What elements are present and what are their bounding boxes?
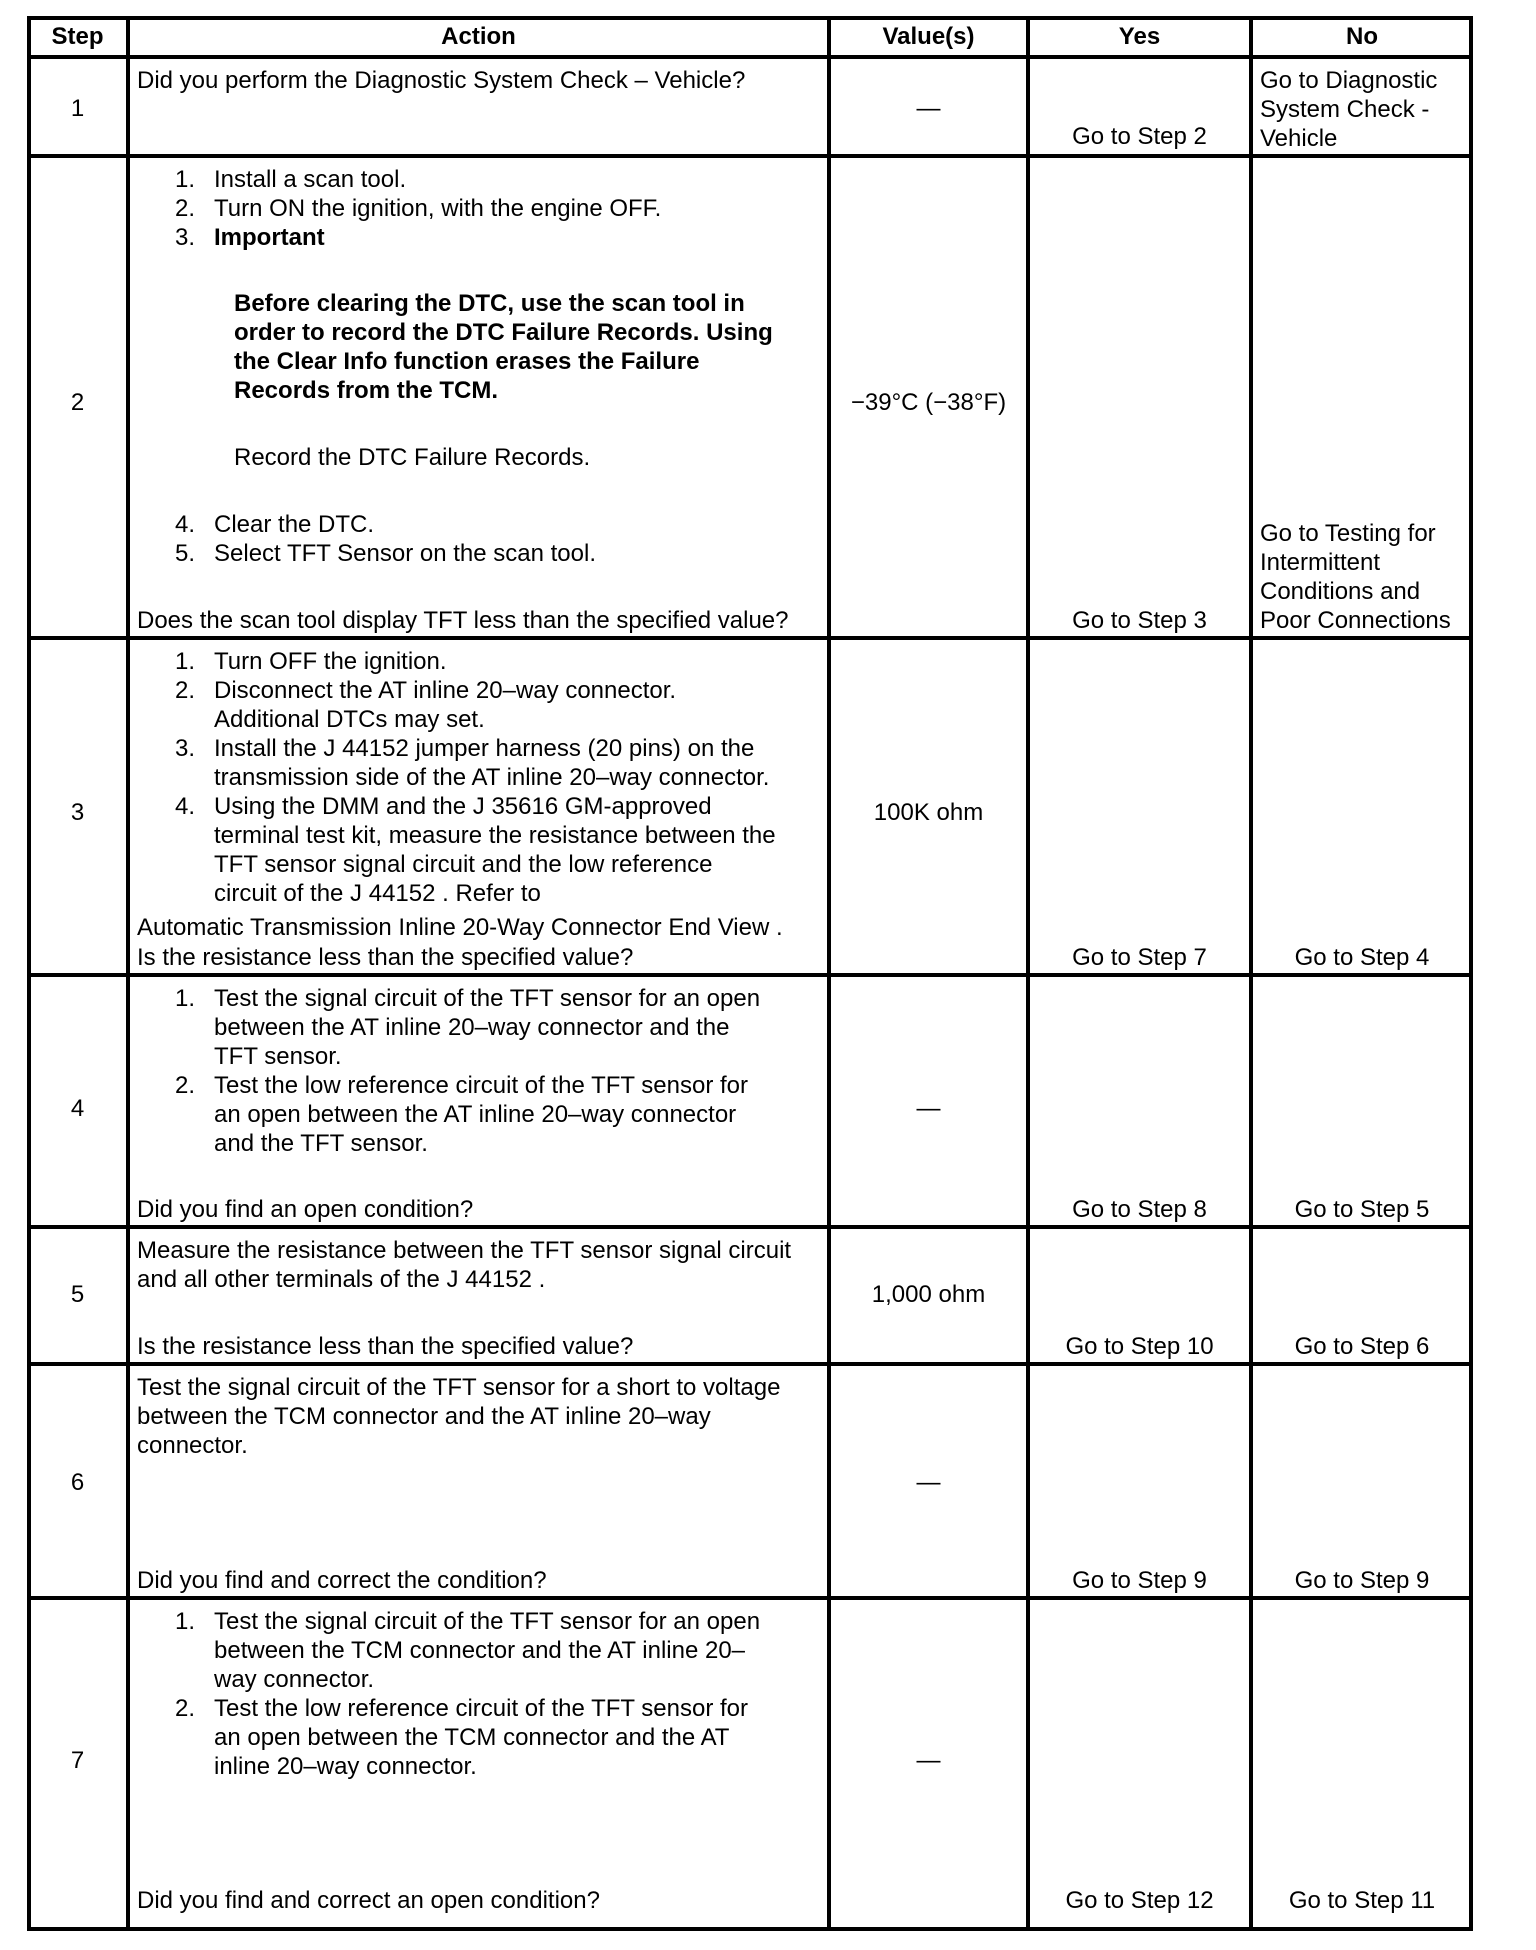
list-line: TFT sensor.	[214, 1043, 342, 1070]
step-number-4: 4	[70, 1095, 85, 1122]
action-text-4	[137, 984, 827, 1158]
list-item	[137, 223, 827, 252]
list-text	[214, 792, 804, 908]
action-line: between the TCM connector and the AT inline 20–way	[137, 1403, 711, 1430]
no-link-2-line: Go to Testing for	[1260, 520, 1436, 547]
list-line: terminal test kit, measure the resistance between the	[214, 822, 776, 849]
list-line: Turn OFF the ignition.	[214, 648, 447, 675]
list-line: Install the J 44152 jumper harness (20 pins) on the	[214, 735, 755, 762]
question-7: Did you find and correct an open condition?	[137, 1887, 600, 1914]
list-item	[137, 1694, 827, 1781]
list-text	[214, 676, 804, 734]
header-yes: Yes	[1118, 23, 1161, 50]
note-line: order to record the DTC Failure Records. Using	[234, 319, 773, 346]
action-text-7	[137, 1607, 827, 1781]
list-text	[214, 647, 804, 676]
no-link-2-line: Intermittent	[1260, 549, 1381, 576]
list-number: 3.	[174, 735, 195, 762]
list-line: way connector.	[214, 1666, 375, 1693]
header-no: No	[1346, 23, 1378, 50]
yes-link-1[interactable]: Go to Step 2	[1072, 123, 1207, 150]
list-text	[214, 1071, 804, 1158]
list-line: Test the signal circuit of the TFT sensor for an open	[214, 985, 761, 1012]
step-number-2: 2	[70, 389, 85, 416]
list-number: 4.	[174, 793, 195, 820]
list-item	[137, 1071, 827, 1158]
list-text	[214, 1694, 804, 1781]
list-line: and the TFT sensor.	[214, 1130, 428, 1157]
list-line: transmission side of the AT inline 20–way connector.	[214, 764, 770, 791]
list-item	[137, 647, 827, 676]
note-line: Records from the TCM.	[234, 377, 499, 404]
list-line: between the TCM connector and the AT inline 20–	[214, 1637, 746, 1664]
list-item	[137, 1607, 827, 1694]
no-link-1-line: Go to Diagnostic	[1260, 67, 1438, 94]
list-item	[137, 676, 827, 734]
list-number: 2.	[174, 1072, 195, 1099]
value-1: —	[916, 95, 941, 122]
step-number-5: 5	[70, 1281, 85, 1308]
note-line: the Clear Info function erases the Failure	[234, 348, 700, 375]
list-text	[214, 984, 804, 1071]
list-text: Clear the DTC.	[214, 511, 375, 538]
list-item	[137, 792, 827, 908]
yes-link-2[interactable]: Go to Step 3	[1072, 607, 1207, 634]
question-5: Is the resistance less than the specified value?	[137, 1333, 634, 1360]
list-line: Test the signal circuit of the TFT sensor for an open	[214, 1608, 761, 1635]
action-text-5	[137, 1236, 827, 1294]
yes-link-5[interactable]: Go to Step 10	[1065, 1333, 1214, 1360]
list-number: 1.	[174, 648, 195, 675]
step-number-6: 6	[70, 1469, 85, 1496]
header-action: Action	[441, 23, 516, 50]
list-text	[214, 734, 804, 792]
note-line: Before clearing the DTC, use the scan tool in	[234, 290, 745, 317]
list-item	[137, 539, 827, 568]
no-link-2-line: Poor Connections	[1260, 607, 1451, 634]
question-2: Does the scan tool display TFT less than the specified value?	[137, 607, 789, 634]
no-link-1-line: Vehicle	[1260, 125, 1338, 152]
list-number: 2.	[174, 1695, 195, 1722]
yes-link-7[interactable]: Go to Step 12	[1065, 1887, 1214, 1914]
action-line: Measure the resistance between the TFT sensor signal circuit	[137, 1237, 792, 1264]
value-5: 1,000 ohm	[871, 1281, 986, 1308]
reference-link[interactable]: Automatic Transmission Inline 20-Way Connector End View .	[137, 914, 783, 941]
list-line: Additional DTCs may set.	[214, 706, 485, 733]
list-line: inline 20–way connector.	[214, 1753, 477, 1780]
action-line: connector.	[137, 1432, 248, 1459]
list-line: Disconnect the AT inline 20–way connector.	[214, 677, 677, 704]
no-link-2[interactable]	[1260, 519, 1470, 635]
list-line: an open between the TCM connector and the AT	[214, 1724, 730, 1751]
important-label: Important	[214, 224, 325, 251]
list-item	[137, 165, 827, 194]
list-line: Test the low reference circuit of the TFT sensor for	[214, 1695, 748, 1722]
step-number-1: 1	[70, 95, 85, 122]
important-note	[234, 289, 827, 405]
action-text-3	[137, 647, 827, 942]
value-6: —	[916, 1469, 941, 1496]
action-text-2	[137, 165, 827, 568]
list-item	[137, 194, 827, 223]
list-item	[137, 510, 827, 539]
list-number: 1.	[174, 166, 195, 193]
no-link-3[interactable]: Go to Step 4	[1294, 944, 1430, 971]
value-4: —	[916, 1095, 941, 1122]
question-4: Did you find an open condition?	[137, 1196, 474, 1223]
no-link-1[interactable]	[1260, 66, 1470, 153]
no-link-1-line: System Check -	[1260, 96, 1430, 123]
action-text-1: Did you perform the Diagnostic System Check – Vehicle?	[137, 67, 746, 94]
diagnostic-table	[27, 16, 1473, 1931]
no-link-7[interactable]: Go to Step 11	[1288, 1887, 1436, 1914]
value-7: —	[916, 1747, 941, 1774]
header-step: Step	[51, 23, 104, 50]
no-link-5[interactable]: Go to Step 6	[1294, 1333, 1430, 1360]
value-2: −39°C (−38°F)	[850, 389, 1007, 416]
list-line: circuit of the J 44152 . Refer to	[214, 880, 541, 907]
list-item	[137, 984, 827, 1071]
action-text-6	[137, 1373, 827, 1460]
list-text: Select TFT Sensor on the scan tool.	[214, 540, 596, 567]
list-line: an open between the AT inline 20–way connector	[214, 1101, 737, 1128]
question-3: Is the resistance less than the specified value?	[137, 944, 634, 971]
no-link-6[interactable]: Go to Step 9	[1294, 1567, 1430, 1594]
list-number: 1.	[174, 985, 195, 1012]
list-line: Using the DMM and the J 35616 GM-approved	[214, 793, 712, 820]
list-text: Install a scan tool.	[214, 166, 407, 193]
step-number-3: 3	[70, 799, 85, 826]
list-number: 3.	[174, 224, 195, 251]
value-3: 100K ohm	[873, 799, 984, 826]
question-6: Did you find and correct the condition?	[137, 1567, 547, 1594]
list-line: between the AT inline 20–way connector and the	[214, 1014, 730, 1041]
yes-link-6[interactable]: Go to Step 9	[1072, 1567, 1207, 1594]
list-text	[214, 1607, 804, 1694]
record-text: Record the DTC Failure Records.	[234, 444, 591, 471]
action-line: and all other terminals of the J 44152 .	[137, 1266, 546, 1293]
list-text: Turn ON the ignition, with the engine OFF.	[214, 195, 662, 222]
step-number-7: 7	[70, 1747, 85, 1774]
list-line: TFT sensor signal circuit and the low reference	[214, 851, 713, 878]
list-number: 2.	[174, 195, 195, 222]
yes-link-4[interactable]: Go to Step 8	[1072, 1196, 1207, 1223]
yes-link-3[interactable]: Go to Step 7	[1072, 944, 1207, 971]
list-item	[137, 734, 827, 792]
no-link-4[interactable]: Go to Step 5	[1294, 1196, 1430, 1223]
action-line: Test the signal circuit of the TFT sensor for a short to voltage	[137, 1374, 781, 1401]
header-values: Value(s)	[882, 23, 975, 50]
list-number: 5.	[174, 540, 195, 567]
list-number: 2.	[174, 677, 195, 704]
list-number: 1.	[174, 1608, 195, 1635]
no-link-2-line: Conditions and	[1260, 578, 1421, 605]
list-number: 4.	[174, 511, 195, 538]
list-line: Test the low reference circuit of the TFT sensor for	[214, 1072, 748, 1099]
